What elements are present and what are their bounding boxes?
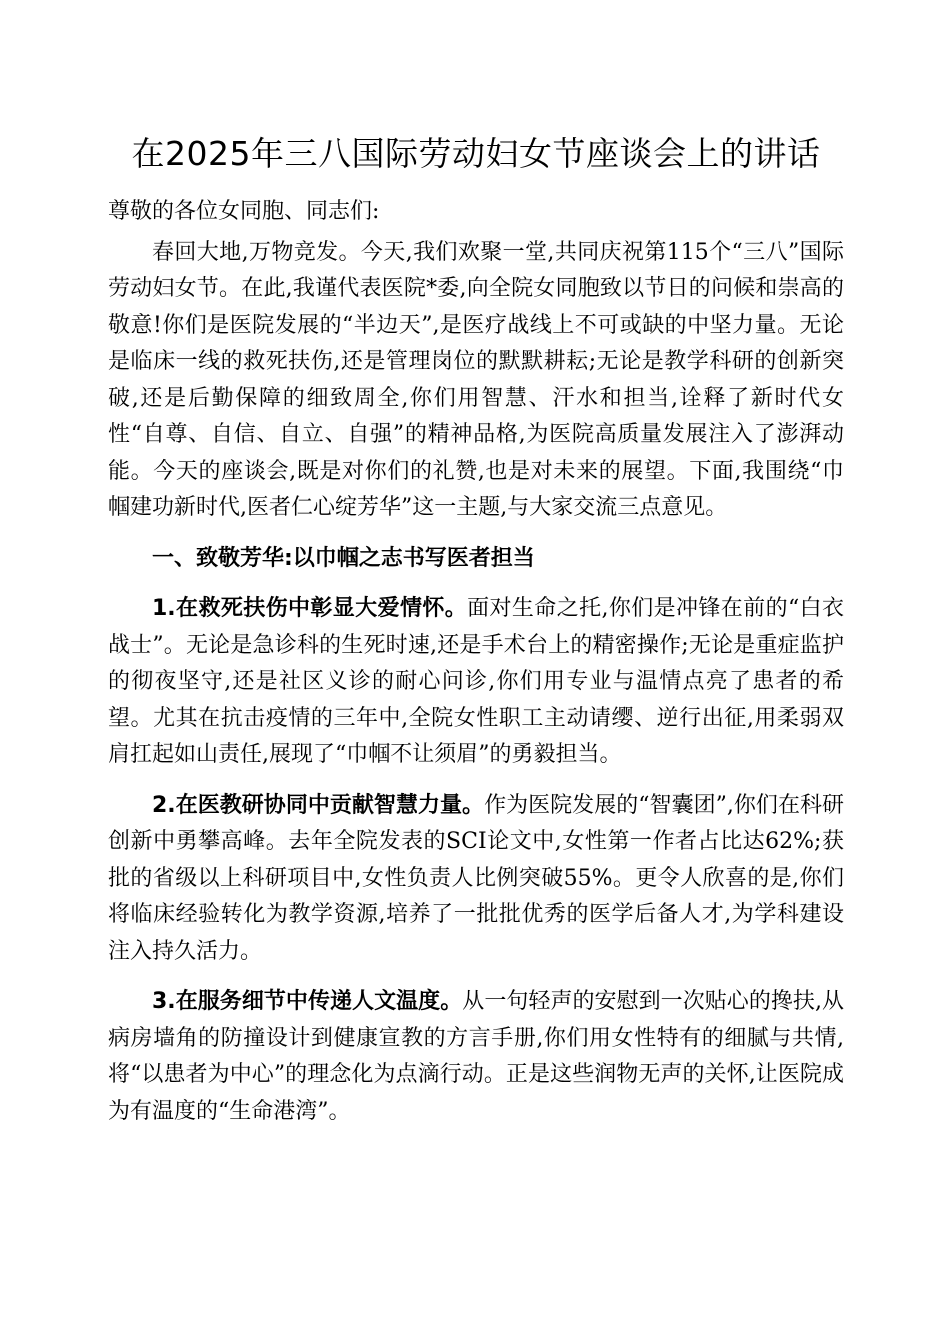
salutation: 尊敬的各位女同胞、同志们: (108, 199, 380, 224)
section-item-3 (108, 984, 844, 1130)
item-lead-2: 2.在医教研协同中贡献智慧力量。 (152, 792, 485, 818)
section-item-2 (108, 788, 844, 971)
item-text-2: 作为医院发展的“智囊团”,你们在科研创新中勇攀高峰。去年全院发表的SCI论文中,女性第一作者占比达62%;获批的省级以上科研项目中,女性负责人比例突破55%。更令人欣喜的是,你们将临床经验转化为教学资源,培养了一批批优秀的医学后备人才,为学科建设注入持久活力。 (108, 792, 844, 964)
intro-paragraph: 春回大地,万物竞发。今天,我们欢聚一堂,共同庆祝第115个“三八”国际劳动妇女节。在此,我谨代表医院*委,向全院女同胞致以节日的问候和崇高的敬意!你们是医院发展的“半边天”,是医疗战线上不可或缺的中坚力量。无论是临床一线的救死扶伤,还是管理岗位的默默耕耘;无论是教学科研的创新突破,还是后勤保障的细致周全,你们用智慧、汗水和担当,诠释了新时代女性“自尊、自信、自立、自强”的精神品格,为医院高质量发展注入了澎湃动能。今天的座谈会,既是对你们的礼赞,也是对未来的展望。下面,我围绕“巾帼建功新时代,医者仁心绽芳华”这一主题,与大家交流三点意见。 (108, 239, 844, 520)
page-title: 在2025年三八国际劳动妇女节座谈会上的讲话 (131, 134, 821, 173)
section-heading-1: 一、致敬芳华:以巾帼之志书写医者担当 (152, 545, 535, 571)
item-text-1: 面对生命之托,你们是冲锋在前的“白衣战士”。无论是急诊科的生死时速,还是手术台上的精密操作;无论是重症监护的彻夜坚守,还是社区义诊的耐心问诊,你们用专业与温情点亮了患者的希望。尤其在抗击疫情的三年中,全院女性职工主动请缨、逆行出征,用柔弱双肩扛起如山责任,展现了“巾帼不让须眉”的勇毅担当。 (108, 596, 844, 767)
document-page (108, 132, 844, 1130)
item-lead-3: 3.在服务细节中传递人文温度。 (152, 989, 463, 1014)
item-text-3: 从一句轻声的安慰到一次贴心的搀扶,从病房墙角的防撞设计到健康宣教的方言手册,你们用女性特有的细腻与共情,将“以患者为中心”的理念化为点滴行动。正是这些润物无声的关怀,让医院成为有温度的“生命港湾”。 (108, 989, 845, 1124)
section-item-1 (108, 591, 844, 774)
item-lead-1: 1.在救死扶伤中彰显大爱情怀。 (152, 596, 468, 621)
